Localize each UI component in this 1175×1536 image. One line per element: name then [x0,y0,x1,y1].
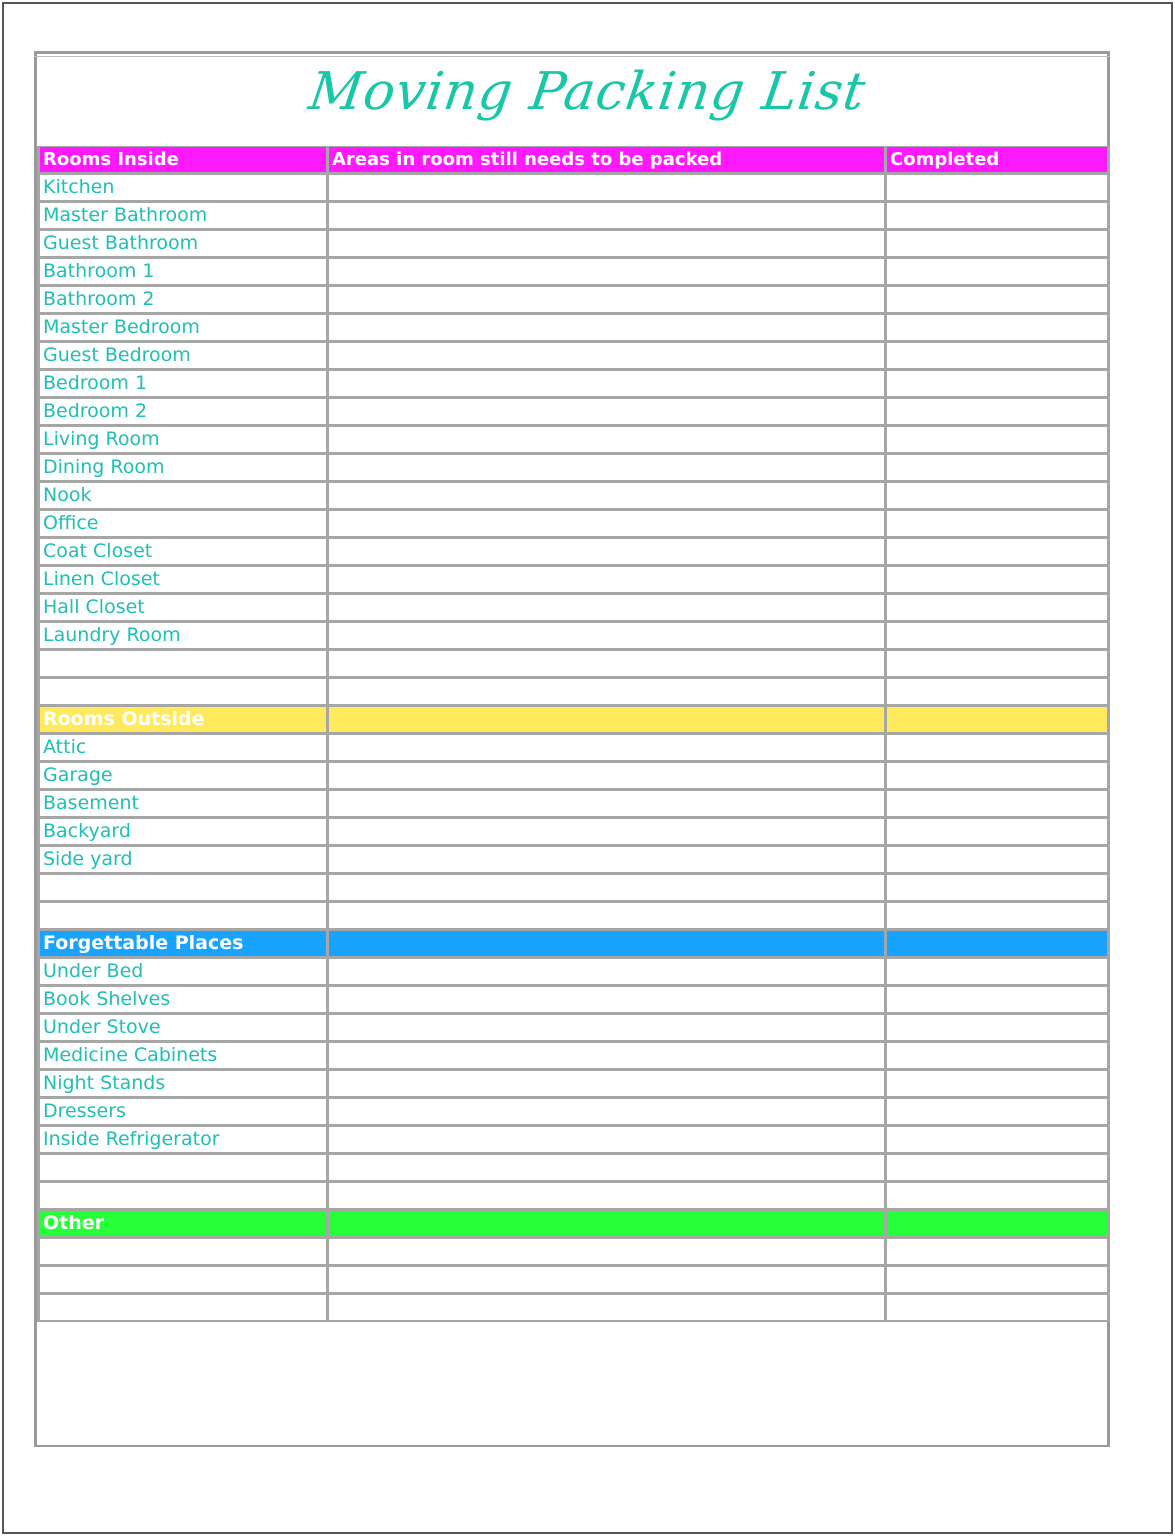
areas-to-pack-cell[interactable] [328,566,886,594]
areas-to-pack-cell[interactable] [328,1294,886,1322]
completed-cell[interactable] [886,818,1110,846]
areas-to-pack-cell[interactable] [328,902,886,930]
completed-cell[interactable] [886,342,1110,370]
areas-to-pack-cell[interactable] [328,734,886,762]
areas-to-pack-cell[interactable] [328,874,886,902]
completed-cell[interactable] [886,426,1110,454]
completed-cell[interactable] [886,650,1110,678]
completed-cell[interactable] [886,230,1110,258]
table-row [37,370,1110,398]
completed-cell[interactable] [886,454,1110,482]
table-row [37,1154,1110,1182]
areas-to-pack-cell[interactable] [328,314,886,342]
areas-to-pack-cell[interactable] [328,202,886,230]
room-name-cell[interactable] [37,1182,328,1210]
table-row [37,846,1110,874]
room-name-cell[interactable]: Bedroom 2 [37,398,328,426]
room-name-cell[interactable] [37,902,328,930]
table-row [37,986,1110,1014]
completed-cell[interactable] [886,678,1110,706]
areas-to-pack-cell[interactable] [328,510,886,538]
areas-to-pack-cell[interactable] [328,482,886,510]
completed-cell[interactable] [886,1126,1110,1154]
room-name-cell[interactable]: Under Bed [37,958,328,986]
completed-cell[interactable] [886,566,1110,594]
completed-cell[interactable] [886,734,1110,762]
room-name-cell[interactable]: Kitchen [37,174,328,202]
completed-cell[interactable] [886,1042,1110,1070]
room-name-cell[interactable]: Master Bathroom [37,202,328,230]
room-name-cell[interactable]: Hall Closet [37,594,328,622]
completed-cell[interactable] [886,622,1110,650]
areas-to-pack-cell[interactable] [328,1154,886,1182]
areas-to-pack-cell[interactable] [328,790,886,818]
room-name-cell[interactable] [37,650,328,678]
table-row [37,1126,1110,1154]
completed-cell[interactable] [886,958,1110,986]
table-row [37,734,1110,762]
table-row [37,426,1110,454]
room-name-cell[interactable]: Bedroom 1 [37,370,328,398]
areas-to-pack-cell[interactable] [328,650,886,678]
areas-to-pack-cell[interactable] [328,426,886,454]
areas-to-pack-cell[interactable] [328,286,886,314]
areas-to-pack-cell[interactable] [328,622,886,650]
areas-to-pack-cell[interactable] [328,1126,886,1154]
table-row [37,258,1110,286]
table-row [37,1070,1110,1098]
table-row [37,1014,1110,1042]
room-name-cell[interactable]: Nook [37,482,328,510]
areas-to-pack-cell[interactable] [328,538,886,566]
table-row [37,902,1110,930]
section-header-row [37,706,1110,734]
table-row [37,202,1110,230]
table-row [37,1182,1110,1210]
section-title: Forgettable Places [37,930,328,958]
areas-to-pack-cell[interactable] [328,230,886,258]
completed-cell[interactable] [886,986,1110,1014]
room-name-cell[interactable]: Dressers [37,1098,328,1126]
room-name-cell[interactable]: Night Stands [37,1070,328,1098]
room-name-cell[interactable]: Linen Closet [37,566,328,594]
room-name-cell[interactable]: Bathroom 1 [37,258,328,286]
areas-to-pack-cell[interactable] [328,958,886,986]
completed-cell[interactable] [886,286,1110,314]
room-name-cell[interactable] [37,1238,328,1266]
room-name-cell[interactable]: Guest Bedroom [37,342,328,370]
table-row [37,342,1110,370]
completed-cell[interactable] [886,398,1110,426]
table-row [37,594,1110,622]
room-name-cell[interactable]: Under Stove [37,1014,328,1042]
completed-cell[interactable] [886,314,1110,342]
room-name-cell[interactable]: Dining Room [37,454,328,482]
table-row [37,790,1110,818]
areas-to-pack-cell[interactable] [328,762,886,790]
room-name-cell[interactable]: Book Shelves [37,986,328,1014]
room-name-cell[interactable]: Office [37,510,328,538]
section-fill-cell [328,1210,886,1238]
completed-cell[interactable] [886,174,1110,202]
section-header-row [37,1210,1110,1238]
completed-cell[interactable] [886,1294,1110,1322]
room-name-cell[interactable]: Inside Refrigerator [37,1126,328,1154]
table-row [37,650,1110,678]
table-header-row [37,146,1110,174]
table-row [37,286,1110,314]
room-name-cell[interactable]: Laundry Room [37,622,328,650]
completed-cell[interactable] [886,790,1110,818]
column-header-completed: Completed [886,146,1110,174]
areas-to-pack-cell[interactable] [328,678,886,706]
sheet-top-rule [34,56,1110,57]
completed-cell[interactable] [886,1182,1110,1210]
room-name-cell[interactable] [37,874,328,902]
table-row [37,818,1110,846]
table-row [37,874,1110,902]
section-fill-cell [328,930,886,958]
areas-to-pack-cell[interactable] [328,594,886,622]
completed-cell[interactable] [886,510,1110,538]
completed-cell[interactable] [886,1070,1110,1098]
column-header-areas: Areas in room still needs to be packed [328,146,886,174]
completed-cell[interactable] [886,370,1110,398]
completed-cell[interactable] [886,846,1110,874]
table-row [37,314,1110,342]
section-fill-cell [328,706,886,734]
room-name-cell[interactable]: Garage [37,762,328,790]
areas-to-pack-cell[interactable] [328,1042,886,1070]
completed-cell[interactable] [886,1266,1110,1294]
table-row [37,398,1110,426]
table-row [37,538,1110,566]
table-row [37,510,1110,538]
areas-to-pack-cell[interactable] [328,1070,886,1098]
room-name-cell[interactable]: Bathroom 2 [37,286,328,314]
areas-to-pack-cell[interactable] [328,1182,886,1210]
column-header-rooms-inside: Rooms Inside [37,146,328,174]
table-row [37,762,1110,790]
table-row [37,454,1110,482]
areas-to-pack-cell[interactable] [328,454,886,482]
completed-cell[interactable] [886,874,1110,902]
section-fill-cell [886,930,1110,958]
areas-to-pack-cell[interactable] [328,986,886,1014]
table-row [37,174,1110,202]
packing-list-table [37,146,1110,1322]
table-row [37,1042,1110,1070]
room-name-cell[interactable]: Basement [37,790,328,818]
completed-cell[interactable] [886,538,1110,566]
completed-cell[interactable] [886,1238,1110,1266]
table-row [37,566,1110,594]
completed-cell[interactable] [886,1014,1110,1042]
table-row [37,1294,1110,1322]
completed-cell[interactable] [886,1098,1110,1126]
room-name-cell[interactable]: Master Bedroom [37,314,328,342]
room-name-cell[interactable]: Guest Bathroom [37,230,328,258]
areas-to-pack-cell[interactable] [328,1098,886,1126]
room-name-cell[interactable] [37,678,328,706]
room-name-cell[interactable]: Coat Closet [37,538,328,566]
section-fill-cell [886,706,1110,734]
areas-to-pack-cell[interactable] [328,1014,886,1042]
areas-to-pack-cell[interactable] [328,398,886,426]
room-name-cell[interactable]: Medicine Cabinets [37,1042,328,1070]
completed-cell[interactable] [886,1154,1110,1182]
table-row [37,1238,1110,1266]
section-header-row [37,930,1110,958]
completed-cell[interactable] [886,594,1110,622]
areas-to-pack-cell[interactable] [328,258,886,286]
section-fill-cell [886,1210,1110,1238]
room-name-cell[interactable] [37,1266,328,1294]
areas-to-pack-cell[interactable] [328,1266,886,1294]
room-name-cell[interactable] [37,1294,328,1322]
areas-to-pack-cell[interactable] [328,174,886,202]
areas-to-pack-cell[interactable] [328,846,886,874]
completed-cell[interactable] [886,762,1110,790]
areas-to-pack-cell[interactable] [328,818,886,846]
page-title: Moving Packing List [305,62,870,122]
areas-to-pack-cell[interactable] [328,370,886,398]
table-row [37,958,1110,986]
table-row [37,622,1110,650]
section-title: Other [37,1210,328,1238]
areas-to-pack-cell[interactable] [328,342,886,370]
completed-cell[interactable] [886,902,1110,930]
table-row [37,230,1110,258]
table-row [37,678,1110,706]
areas-to-pack-cell[interactable] [328,1238,886,1266]
section-title: Rooms Outside [37,706,328,734]
room-name-cell[interactable]: Backyard [37,818,328,846]
completed-cell[interactable] [886,258,1110,286]
room-name-cell[interactable]: Side yard [37,846,328,874]
table-row [37,482,1110,510]
completed-cell[interactable] [886,482,1110,510]
completed-cell[interactable] [886,202,1110,230]
room-name-cell[interactable]: Attic [37,734,328,762]
room-name-cell[interactable] [37,1154,328,1182]
table-row [37,1266,1110,1294]
table-row [37,1098,1110,1126]
room-name-cell[interactable]: Living Room [37,426,328,454]
